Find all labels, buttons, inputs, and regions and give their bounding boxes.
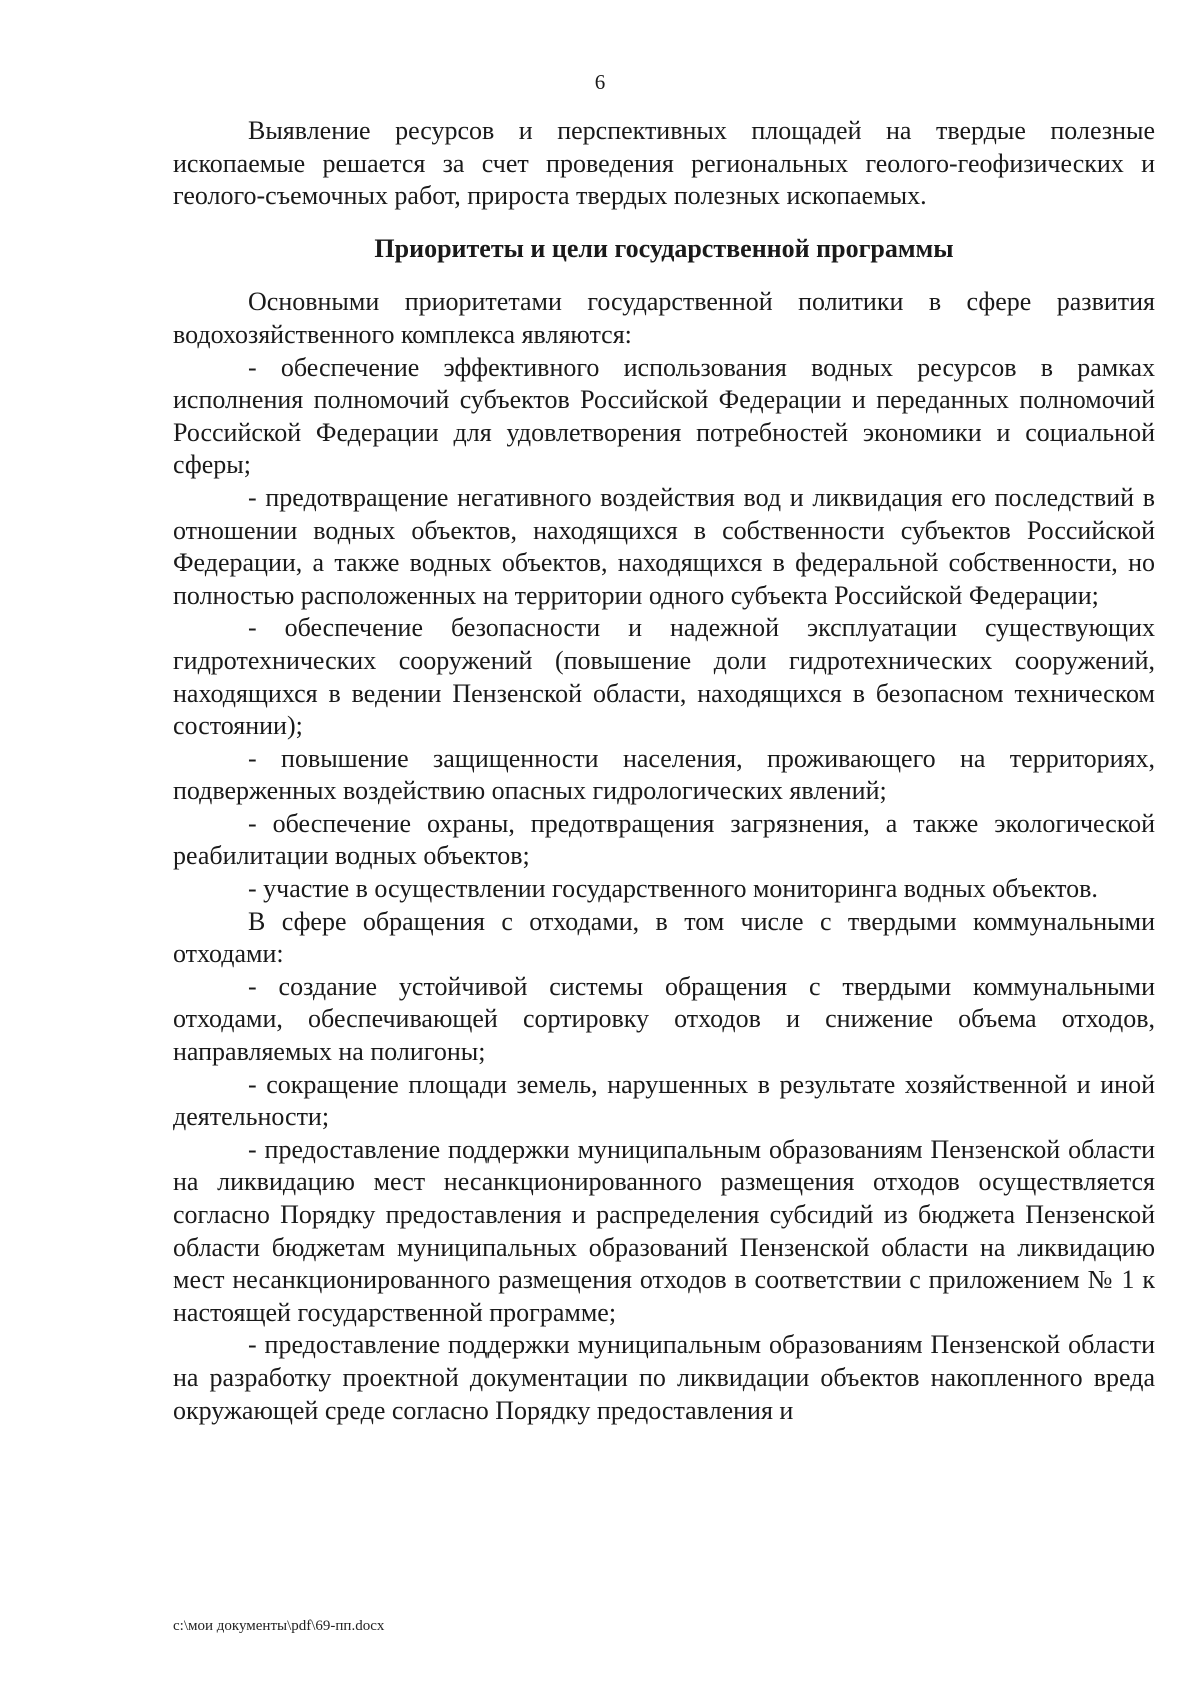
page-number: 6 [594,70,606,94]
list-item: - сокращение площади земель, нарушенных в результате хозяйственной и иной деятельности; [173,1069,1155,1132]
paragraph-resources: Выявление ресурсов и перспективных площадей на твердые полезные ископаемые решается за счет проведения региональных геолого-геофизических и геолого-съемочных работ, прироста твердых полезных ископаемых. [173,116,1155,211]
list-item: - обеспечение безопасности и надежной эксплуатации существующих гидротехнических сооружений (повышение доли гидротехнических сооружений, находящихся в ведении Пензенской области, находящихся в безопасном техническом состоянии); [173,613,1155,741]
footer-file-path: c:\мои документы\pdf\69-пп.docx [173,1618,385,1634]
paragraph-priorities-intro: Основными приоритетами государственной политики в сфере развития водохозяйственного комплекса являются: [173,287,1155,349]
list-item: - создание устойчивой системы обращения с твердыми коммунальными отходами, обеспечивающей сортировку отходов и снижение объема отходов, направляемых на полигоны; [173,971,1155,1067]
document-body [173,115,1155,1427]
section-heading: Приоритеты и цели государственной программы [374,233,954,263]
list-item: - участие в осуществлении государственного мониторинга водных объектов. [248,874,1098,904]
list-item: - предоставление поддержки муниципальным образованиям Пензенской области на разработку проектной документации по ликвидации объектов накопленного вреда окружающей среде согласно Порядку предоставления и [173,1330,1155,1425]
list-item: - предоставление поддержки муниципальным образованиям Пензенской области на ликвидацию мест несанкционированного размещения отходов осуществляется согласно Порядку предоставления и распределения субсидий из бюджета Пензенской области бюджетам муниципальных образований Пензенской области на ликвидацию мест несанкционированного размещения отходов в соответствии с приложением № 1 к настоящей государственной программе; [173,1134,1155,1327]
list-item: - обеспечение эффективного использования водных ресурсов в рамках исполнения полномочий субъектов Российской Федерации и переданных полномочий Российской Федерации для удовлетворения потребностей экономики и социальной сферы; [173,352,1155,480]
paragraph-waste-intro: В сфере обращения с отходами, в том числе с твердыми коммунальными отходами: [173,906,1155,969]
list-item: - предотвращение негативного воздействия вод и ликвидация его последствий в отношении водных объектов, находящихся в собственности субъектов Российской Федерации, а также водных объектов, находящихся в федеральной собственности, но полностью расположенных на территории одного субъекта Российской Федерации; [173,482,1155,610]
list-item: - повышение защищенности населения, проживающего на территориях, подверженных воздействию опасных гидрологических явлений; [173,743,1155,806]
list-item: - обеспечение охраны, предотвращения загрязнения, а также экологической реабилитации водных объектов; [173,808,1155,871]
